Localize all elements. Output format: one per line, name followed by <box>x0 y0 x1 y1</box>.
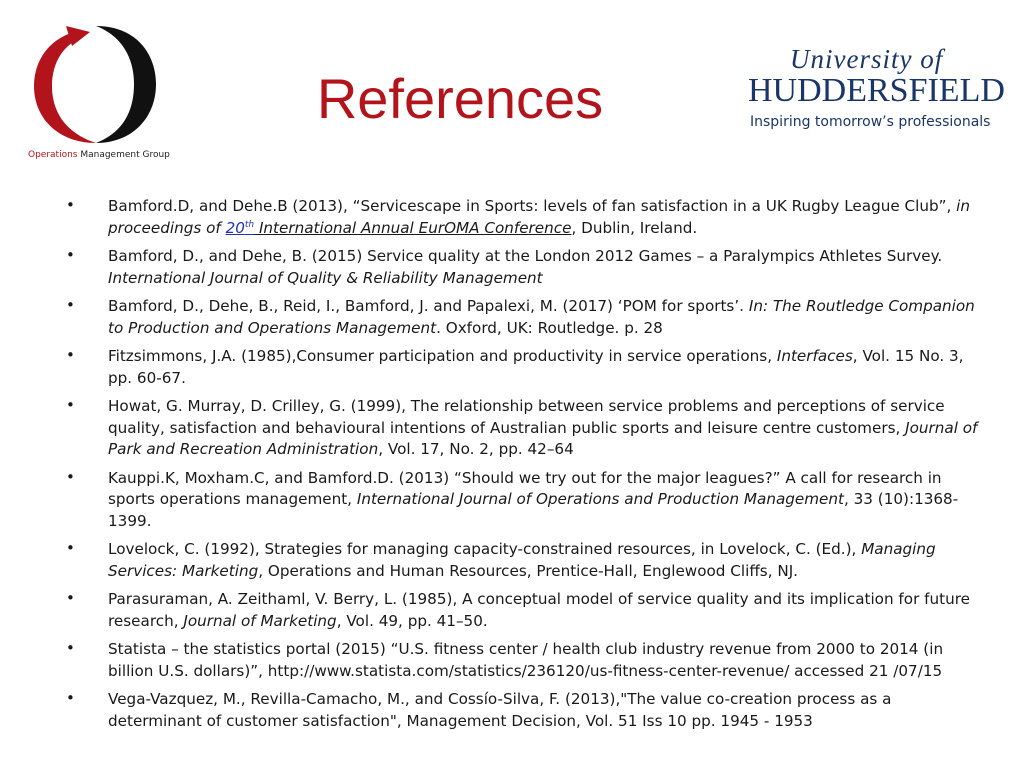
bullet-icon: • <box>66 589 75 607</box>
reference-italic: Journal of Marketing <box>183 611 337 630</box>
reference-text: Howat, G. Murray, D. Crilley, G. (1999), The relationship between service problems and perceptions of service quality, satisfaction and behavioural intentions of Australian public sports and leisure centre customers, <box>108 397 945 437</box>
omg-caption <box>28 150 170 160</box>
reference-italic: Interfaces <box>776 347 853 365</box>
reference-italic: Journal of Park and Recreation Administration <box>108 418 978 458</box>
conference-name: International Annual EurOMA Conference <box>254 218 572 237</box>
reference-item <box>62 589 982 632</box>
reference-list <box>62 196 982 739</box>
reference-text: Parasuraman, A. Zeithaml, V. Berry, L. (1985), A conceptual model of service quality and its implication for future research, <box>108 590 970 630</box>
reference-text-end: . Oxford, UK: Routledge. p. 28 <box>436 318 663 337</box>
reference-italic: International Journal of Quality & Reliability Management <box>108 268 543 287</box>
bullet-icon: • <box>66 346 75 364</box>
reference-item <box>62 196 982 239</box>
reference-text-end: , Operations and Human Resources, Prentice-Hall, Englewood Cliffs, NJ. <box>258 561 799 580</box>
reference-italic: In: The Routledge Companion to Production and Operations Management <box>108 297 975 337</box>
reference-item <box>62 468 982 533</box>
reference-text: Lovelock, C. (1992), Strategies for managing capacity-constrained resources, in Lovelock, C. (Ed.), <box>108 540 862 558</box>
reference-text-end: , Vol. 17, No. 2, pp. 42–64 <box>378 440 574 458</box>
reference-text: Bamford.D, and Dehe.B (2013), “Servicescape in Sports: levels of fan satisfaction in a UK Rugby League Club”, <box>108 197 957 215</box>
reference-text: Bamford, D., Dehe, B., Reid, I., Bamford, J. and Papalexi, M. (2017) ‘POM for sports’. <box>108 297 749 315</box>
reference-item <box>62 639 982 682</box>
bullet-icon: • <box>66 246 75 264</box>
omg-caption-red: Operations <box>28 150 78 160</box>
reference-text: Statista – the statistics portal (2015) “U.S. fitness center / health club industry revenue from 2000 to 2014 (in billion U.S. dollars)”, http://www.statista.com/statistics/236120/us-fitness-center-revenue/ accessed 21 /07/15 <box>108 640 944 680</box>
bullet-icon: • <box>66 296 75 314</box>
bullet-icon: • <box>66 196 75 214</box>
reference-italic: in proceedings of <box>108 197 970 237</box>
bullet-icon: • <box>66 396 75 414</box>
university-logo-tagline: Inspiring tomorrow’s professionals <box>750 114 991 130</box>
reference-item <box>62 246 982 289</box>
conference-link-sup[interactable]: th <box>244 219 255 230</box>
conference-link-number[interactable]: 20 <box>225 218 245 237</box>
reference-italic: International Journal of Operations and Production Management <box>356 490 844 508</box>
reference-text: Vega-Vazquez, M., Revilla-Camacho, M., and Cossío-Silva, F. (2013),"The value co-creation process as a determinant of customer satisfaction", Management Decision, Vol. 51 Iss 10 pp. 1945 - 1953 <box>108 690 892 730</box>
bullet-icon: • <box>66 467 75 486</box>
reference-text: Fitzsimmons, J.A. (1985),Consumer participation and productivity in service operations, <box>108 347 777 365</box>
bullet-icon: • <box>66 689 75 707</box>
bullet-icon: • <box>66 639 75 657</box>
conference-link[interactable] <box>226 219 255 237</box>
reference-text: Bamford, D., and Dehe, B. (2015) Service quality at the London 2012 Games – a Paralympics Athletes Survey. <box>108 247 943 265</box>
reference-italic: Managing Services: Marketing <box>108 540 936 580</box>
omg-caption-rest: Management Group <box>77 150 170 160</box>
page-title: References <box>316 67 604 130</box>
reference-text-end: , Dublin, Ireland. <box>571 218 698 237</box>
bullet-icon: • <box>66 539 75 557</box>
university-logo <box>748 44 1008 136</box>
reference-item <box>62 539 982 582</box>
reference-text-end: , 33 (10):1368-1399. <box>108 490 959 530</box>
reference-text-end: , Vol. 15 No. 3, pp. 60-67. <box>108 347 964 387</box>
university-logo-line2: HUDDERSFIELD <box>748 72 1005 109</box>
reference-item <box>62 296 982 339</box>
reference-text-end: , Vol. 49, pp. 41–50. <box>336 611 488 630</box>
reference-item <box>62 346 982 389</box>
reference-text: Kauppi.K, Moxham.C, and Bamford.D. (2013) “Should we try out for the major leagues?” A call for research in sports operations management, <box>108 468 942 508</box>
university-logo-line1: University of <box>790 44 944 74</box>
reference-item <box>62 396 982 461</box>
reference-item <box>62 689 982 732</box>
